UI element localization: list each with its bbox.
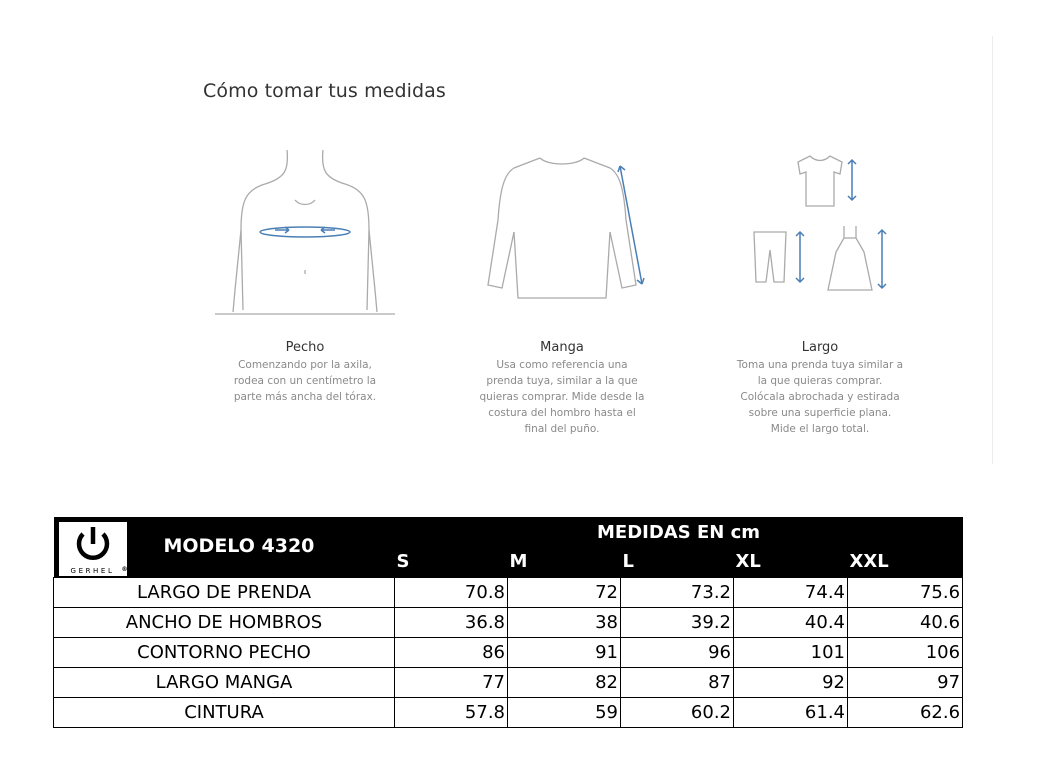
table-cell: 38: [508, 607, 621, 637]
size-header-s: S: [395, 547, 508, 577]
measures-title: MEDIDAS EN cm: [395, 517, 963, 547]
guide-section-length: [720, 140, 920, 437]
guide-name-length: Largo: [801, 340, 839, 355]
table-row: [54, 607, 963, 637]
table-cell: 62.6: [848, 697, 963, 727]
row-label: LARGO DE PRENDA: [54, 577, 395, 607]
registered-mark: ®: [121, 566, 128, 573]
guide-section-sleeve: [462, 140, 662, 437]
table-cell: 75.6: [848, 577, 963, 607]
guide-name-chest: Pecho: [285, 340, 325, 355]
table-cell: 101: [734, 637, 848, 667]
table-row: [54, 577, 963, 607]
table-cell: 74.4: [734, 577, 848, 607]
table-cell: 77: [395, 667, 508, 697]
table-cell: 72: [508, 577, 621, 607]
table-cell: 57.8: [395, 697, 508, 727]
table-cell: 39.2: [621, 607, 734, 637]
table-cell: 61.4: [734, 697, 848, 727]
guide-desc-chest: Comenzando por la axila, rodea con un centímetro la parte más ancha del tórax.: [233, 359, 377, 403]
guide-name-sleeve: Manga: [540, 340, 584, 355]
row-label: LARGO MANGA: [54, 667, 395, 697]
guide-section-chest: [205, 140, 405, 405]
table-cell: 73.2: [621, 577, 734, 607]
row-label: CONTORNO PECHO: [54, 637, 395, 667]
table-cell: 59: [508, 697, 621, 727]
table-cell: 92: [734, 667, 848, 697]
table-cell: 91: [508, 637, 621, 667]
size-header-l: L: [621, 547, 734, 577]
table-cell: 82: [508, 667, 621, 697]
guide-desc-length: Toma una prenda tuya similar a la que quieras comprar. Colócala abrochada y estirada sobre una superficie plana. Mide el largo total.: [736, 359, 904, 435]
guide-desc-sleeve: Usa como referencia una prenda tuya, similar a la que quieras comprar. Mide desde la costura del hombro hasta el final del puño.: [479, 359, 645, 435]
table-cell: 97: [848, 667, 963, 697]
page-divider: [992, 36, 993, 464]
size-header-m: M: [508, 547, 621, 577]
table-cell: 87: [621, 667, 734, 697]
table-row: [54, 697, 963, 727]
table-header-row-top: [54, 517, 963, 547]
row-label: ANCHO DE HOMBROS: [54, 607, 395, 637]
table-cell: 106: [848, 637, 963, 667]
power-icon: [59, 522, 127, 566]
table-cell: 40.4: [734, 607, 848, 637]
brand-name: GERHEL: [70, 567, 115, 575]
garments-icon: [720, 140, 920, 340]
table-row: [54, 667, 963, 697]
brand-model-cell: [54, 517, 395, 577]
brand-logo: [58, 521, 128, 577]
long-sleeve-shirt-icon: [462, 140, 662, 340]
table-cell: 96: [621, 637, 734, 667]
table-cell: 86: [395, 637, 508, 667]
table-cell: 60.2: [621, 697, 734, 727]
guide-title: Cómo tomar tus medidas: [203, 80, 446, 102]
size-table: [53, 517, 963, 728]
table-cell: 40.6: [848, 607, 963, 637]
size-header-xl: XL: [734, 547, 848, 577]
row-label: CINTURA: [54, 697, 395, 727]
table-row: [54, 637, 963, 667]
model-title: MODELO 4320: [163, 535, 315, 557]
table-cell: 70.8: [395, 577, 508, 607]
size-header-xxl: XXL: [848, 547, 963, 577]
torso-icon: [205, 140, 405, 340]
table-cell: 36.8: [395, 607, 508, 637]
